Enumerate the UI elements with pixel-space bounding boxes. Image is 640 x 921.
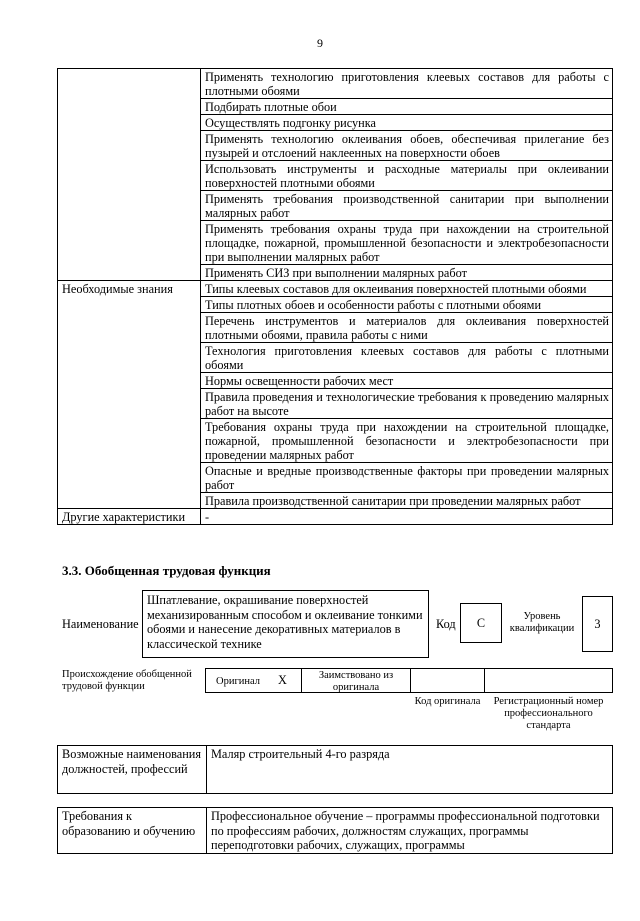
original-label: Оригинал — [216, 676, 260, 687]
name-value-box — [142, 590, 429, 658]
row-item: Правила производственной санитарии при проведении малярных работ — [201, 493, 613, 509]
code-original-box — [410, 668, 485, 693]
code-value: C — [476, 616, 486, 630]
table-row — [58, 69, 613, 99]
row-item: Нормы освещенности рабочих мест — [201, 373, 613, 389]
reg-number-label: Регистрационный номер профессионального стандарта — [493, 696, 604, 731]
row-item: Технология приготовления клеевых составов для работы с плотными обоями — [201, 343, 613, 373]
education-label: Требования к образованию и обучению — [58, 808, 207, 854]
skills-knowledge-table — [57, 68, 613, 525]
table-row — [58, 281, 613, 297]
row-label: Необходимые знания — [58, 281, 201, 509]
original-box — [205, 668, 302, 693]
reg-number-box — [484, 668, 613, 693]
row-item: Требования охраны труда при нахождении на строительной площадке, пожарной, промышленной безопасности и электробезопасности при проведении малярных работ — [201, 419, 613, 463]
row-item: Подбирать плотные обои — [201, 99, 613, 115]
name-value: Шпатлевание, окрашивание поверхностей механизированным способом и оклеивание тонкими обоями и нанесение декоративных материалов в классической технике — [147, 593, 423, 651]
row-item: Применять СИЗ при выполнении малярных работ — [201, 265, 613, 281]
education-value: Профессиональное обучение – программы профессиональной подготовки по профессиям рабочих, должностям служащих, программы переподготовки рабочих, служащих, программы — [207, 808, 613, 854]
row-item: Использовать инструменты и расходные материалы при оклеивании поверхностей плотными обоями — [201, 161, 613, 191]
code-original-label: Код оригинала — [414, 696, 481, 707]
level-value-box — [582, 596, 613, 652]
education-table — [57, 807, 613, 854]
positions-value: Маляр строительный 4-го разряда — [207, 746, 613, 794]
borrowed-label: Заимствовано из оригинала — [318, 670, 394, 693]
row-item: Применять требования охраны труда при нахождении на строительной площадке, пожарной, промышленной безопасности и электробезопасности при выполнении малярных работ — [201, 221, 613, 265]
row-item: Перечень инструментов и материалов для оклеивания поверхностей плотными обоями, правила работы с ними — [201, 313, 613, 343]
row-item: Применять требования производственной санитарии при выполнении малярных работ — [201, 191, 613, 221]
row-item: Правила проведения и технологические требования к проведению малярных работ на высоте — [201, 389, 613, 419]
row-item: Осуществлять подгонку рисунка — [201, 115, 613, 131]
row-label — [58, 69, 201, 281]
code-label: Код — [436, 617, 456, 631]
row-label: Другие характеристики — [58, 509, 201, 525]
borrowed-box — [301, 668, 411, 693]
level-value: 3 — [594, 617, 601, 631]
positions-label: Возможные наименования должностей, профессий — [58, 746, 207, 794]
row-item: Применять технологию приготовления клеевых составов для работы с плотными обоями — [201, 69, 613, 99]
original-mark: X — [278, 673, 287, 687]
page-number: 9 — [317, 36, 323, 50]
level-label: Уровень квалификации — [509, 611, 575, 634]
name-label: Наименование — [62, 617, 139, 631]
code-value-box — [460, 603, 502, 643]
row-item: Типы клеевых составов для оклеивания поверхностей плотными обоями — [201, 281, 613, 297]
table-row — [58, 509, 613, 525]
section-heading: 3.3. Обобщенная трудовая функция — [62, 563, 271, 578]
row-item: Опасные и вредные производственные факторы при проведении малярных работ — [201, 463, 613, 493]
positions-table — [57, 745, 613, 794]
row-item: - — [201, 509, 613, 525]
row-item: Применять технологию оклеивания обоев, обеспечивая прилегание без пузырей и отслоений наклеенных на поверхности обоев — [201, 131, 613, 161]
origin-label: Происхождение обобщенной трудовой функции — [62, 669, 192, 692]
row-item: Типы плотных обоев и особенности работы с плотными обоями — [201, 297, 613, 313]
